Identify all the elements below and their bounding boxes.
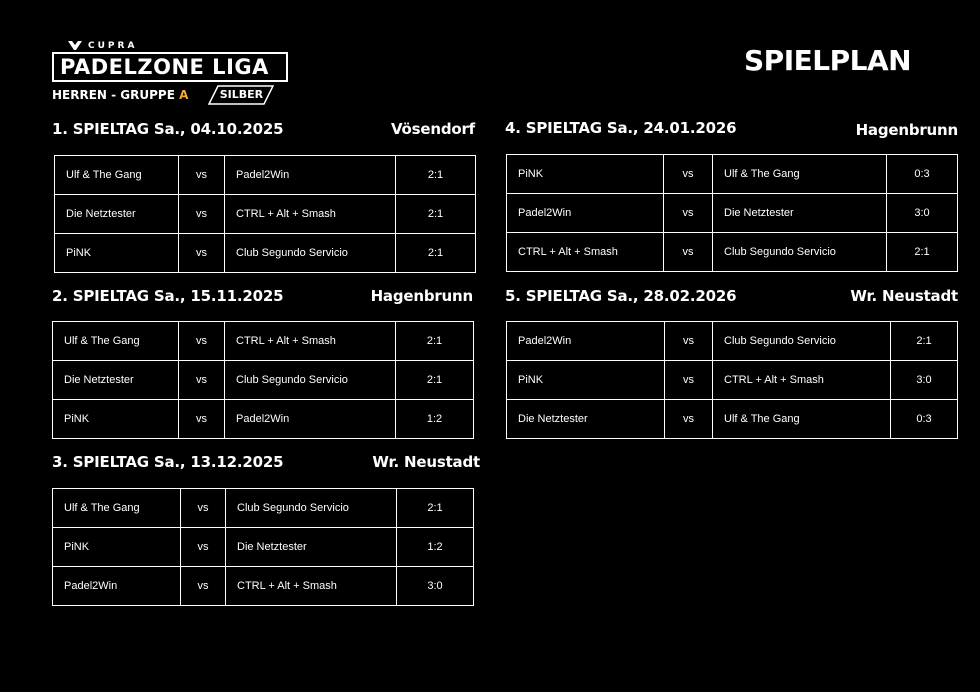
matchday-4 bbox=[505, 119, 958, 258]
away-team: Ulf & The Gang bbox=[713, 155, 887, 194]
home-team: Ulf & The Gang bbox=[53, 489, 181, 528]
score: 2:1 bbox=[891, 322, 958, 361]
score: 2:1 bbox=[396, 234, 476, 273]
matchday-venue: Hagenbrunn bbox=[855, 121, 958, 139]
table-row bbox=[507, 322, 958, 361]
group-letter: A bbox=[179, 88, 189, 102]
division-label bbox=[52, 88, 188, 102]
away-team: CTRL + Alt + Smash bbox=[713, 361, 891, 400]
matchday-title: 3. SPIELTAG Sa., 13.12.2025 bbox=[52, 453, 284, 471]
score: 1:2 bbox=[396, 400, 474, 439]
page-title: SPIELPLAN bbox=[744, 44, 912, 77]
table-row bbox=[507, 155, 958, 194]
vs-label: vs bbox=[665, 400, 713, 439]
away-team: Padel2Win bbox=[225, 156, 396, 195]
home-team: Die Netztester bbox=[53, 361, 179, 400]
table-row bbox=[53, 361, 474, 400]
home-team: Padel2Win bbox=[507, 194, 664, 233]
score: 3:0 bbox=[397, 567, 474, 606]
league-title: PADELZONE LIGA bbox=[60, 55, 269, 79]
matchday-header bbox=[52, 120, 475, 140]
table-row bbox=[507, 194, 958, 233]
matchday-title: 2. SPIELTAG Sa., 15.11.2025 bbox=[52, 287, 284, 305]
vs-label: vs bbox=[665, 361, 713, 400]
table-row bbox=[53, 400, 474, 439]
vs-label: vs bbox=[179, 234, 225, 273]
matchday-title: 1. SPIELTAG Sa., 04.10.2025 bbox=[52, 120, 284, 138]
matchday-venue: Vösendorf bbox=[390, 120, 475, 138]
table-row bbox=[53, 567, 474, 606]
matchday-header bbox=[505, 119, 958, 139]
cupra-brand bbox=[52, 40, 292, 52]
score: 2:1 bbox=[396, 156, 476, 195]
matchday-venue: Wr. Neustadt bbox=[850, 287, 958, 305]
away-team: Club Segundo Servicio bbox=[225, 361, 396, 400]
vs-label: vs bbox=[179, 322, 225, 361]
away-team: CTRL + Alt + Smash bbox=[225, 195, 396, 234]
away-team: Padel2Win bbox=[225, 400, 396, 439]
matchday-venue: Wr. Neustadt bbox=[372, 453, 480, 471]
matchday-3 bbox=[52, 453, 480, 592]
matchday-venue: Hagenbrunn bbox=[370, 287, 473, 305]
away-team: Club Segundo Servicio bbox=[713, 233, 887, 272]
away-team: Ulf & The Gang bbox=[713, 400, 891, 439]
vs-label: vs bbox=[179, 156, 225, 195]
home-team: PiNK bbox=[53, 528, 181, 567]
cupra-logo-icon bbox=[68, 41, 82, 51]
score: 2:1 bbox=[397, 489, 474, 528]
away-team: CTRL + Alt + Smash bbox=[225, 322, 396, 361]
matchday-header bbox=[52, 453, 480, 473]
away-team: Club Segundo Servicio bbox=[713, 322, 891, 361]
away-team: CTRL + Alt + Smash bbox=[226, 567, 397, 606]
vs-label: vs bbox=[665, 322, 713, 361]
division-text: HERREN - GRUPPE bbox=[52, 88, 175, 102]
home-team: Padel2Win bbox=[507, 322, 665, 361]
matchday-title: 5. SPIELTAG Sa., 28.02.2026 bbox=[505, 287, 737, 305]
home-team: Die Netztester bbox=[507, 400, 665, 439]
vs-label: vs bbox=[664, 194, 713, 233]
table-row bbox=[507, 361, 958, 400]
home-team: Die Netztester bbox=[55, 195, 179, 234]
league-subtitle bbox=[52, 85, 292, 105]
vs-label: vs bbox=[179, 400, 225, 439]
home-team: Ulf & The Gang bbox=[55, 156, 179, 195]
league-badge bbox=[208, 85, 274, 105]
vs-label: vs bbox=[664, 233, 713, 272]
home-team: PiNK bbox=[507, 361, 665, 400]
matchday-5 bbox=[505, 287, 958, 425]
away-team: Die Netztester bbox=[226, 528, 397, 567]
games-table bbox=[506, 321, 958, 439]
league-title-box bbox=[52, 52, 288, 82]
matchday-title: 4. SPIELTAG Sa., 24.01.2026 bbox=[505, 119, 737, 137]
matchday-1 bbox=[52, 120, 475, 259]
home-team: Padel2Win bbox=[53, 567, 181, 606]
score: 0:3 bbox=[887, 155, 958, 194]
vs-label: vs bbox=[664, 155, 713, 194]
vs-label: vs bbox=[179, 195, 225, 234]
score: 0:3 bbox=[891, 400, 958, 439]
score: 3:0 bbox=[887, 194, 958, 233]
table-row bbox=[53, 528, 474, 567]
score: 3:0 bbox=[891, 361, 958, 400]
home-team: PiNK bbox=[53, 400, 179, 439]
games-table bbox=[54, 155, 476, 273]
matchday-2 bbox=[52, 287, 473, 425]
score: 2:1 bbox=[396, 195, 476, 234]
vs-label: vs bbox=[179, 361, 225, 400]
away-team: Club Segundo Servicio bbox=[226, 489, 397, 528]
games-table bbox=[52, 321, 474, 439]
table-row bbox=[53, 322, 474, 361]
league-logo bbox=[52, 40, 292, 105]
home-team: PiNK bbox=[55, 234, 179, 273]
table-row bbox=[55, 156, 476, 195]
home-team: CTRL + Alt + Smash bbox=[507, 233, 664, 272]
table-row bbox=[55, 234, 476, 273]
games-table bbox=[506, 154, 958, 272]
table-row bbox=[53, 489, 474, 528]
home-team: Ulf & The Gang bbox=[53, 322, 179, 361]
score: 1:2 bbox=[397, 528, 474, 567]
league-tier: SILBER bbox=[219, 88, 264, 101]
away-team: Club Segundo Servicio bbox=[225, 234, 396, 273]
brand-name: CUPRA bbox=[88, 41, 138, 51]
score: 2:1 bbox=[396, 322, 474, 361]
table-row bbox=[507, 233, 958, 272]
matchday-header bbox=[505, 287, 958, 307]
vs-label: vs bbox=[181, 489, 226, 528]
vs-label: vs bbox=[181, 567, 226, 606]
score: 2:1 bbox=[396, 361, 474, 400]
table-row bbox=[507, 400, 958, 439]
table-row bbox=[55, 195, 476, 234]
games-table bbox=[52, 488, 474, 606]
home-team: PiNK bbox=[507, 155, 664, 194]
matchday-header bbox=[52, 287, 473, 307]
score: 2:1 bbox=[887, 233, 958, 272]
away-team: Die Netztester bbox=[713, 194, 887, 233]
vs-label: vs bbox=[181, 528, 226, 567]
